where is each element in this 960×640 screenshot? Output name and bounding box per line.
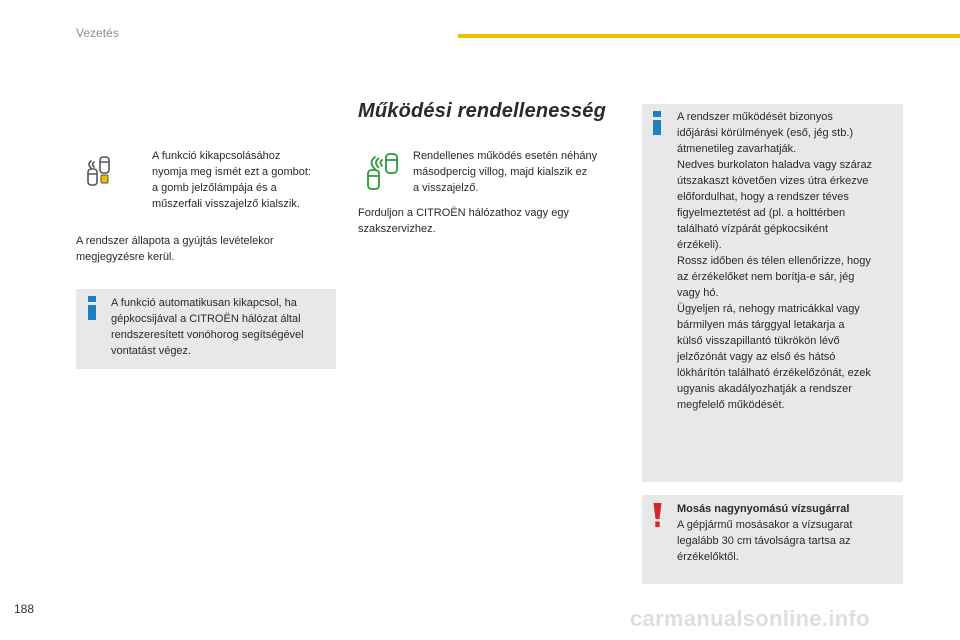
fault-description	[413, 148, 633, 196]
text-line: A funkció automatikusan kikapcsol, ha	[111, 297, 297, 309]
text-line: átmenetileg zavarhatják.	[677, 143, 797, 155]
text-line: külső visszapillantó tükrökön lévő	[677, 335, 840, 347]
text-line: lökhárítón található érzékelőzónát, ezek	[677, 367, 871, 379]
text-line: A rendszer működését bizonyos	[677, 111, 833, 123]
text-line: az érzékelőket nem borítja-e sár, jég	[677, 271, 855, 283]
text-line: szakszervizhez.	[358, 223, 436, 235]
warning-title: Mosás nagynyomású vízsugárral	[677, 503, 850, 515]
warning-lamp-icon	[362, 150, 406, 192]
warning-exclamation-icon	[653, 503, 662, 527]
text-line: előfordulhat, hogy a rendszer téves	[677, 191, 849, 203]
text-line: a gomb jelzőlámpája és a	[152, 182, 277, 194]
text-line: legalább 30 cm távolságra tartsa az	[677, 535, 851, 547]
watermark: carmanualsonline.info	[630, 606, 870, 631]
text-line: ugyanis akadályozhatják a rendszer	[677, 383, 852, 395]
text-line: megjegyzésre kerül.	[76, 251, 175, 263]
weather-info-text	[677, 109, 901, 413]
info-icon	[653, 111, 661, 135]
text-line: érzékeli).	[677, 239, 722, 251]
text-line: gépkocsijával a CITROËN hálózat által	[111, 313, 301, 325]
page-number: 188	[14, 602, 35, 616]
section-label: Vezetés	[76, 26, 119, 40]
text-line: Rossz időben és télen ellenőrizze, hogy	[677, 255, 871, 267]
text-line: Nedves burkolaton haladva vagy száraz	[677, 159, 873, 171]
info-icon	[88, 296, 96, 320]
text-line: időjárási körülmények (eső, jég stb.)	[677, 127, 854, 139]
section-title: Működési rendellenesség	[358, 100, 607, 122]
text-line: jelzőzónát vagy az első és hátsó	[677, 351, 836, 363]
text-line: nyomja meg ismét ezt a gombot:	[152, 166, 311, 178]
text-line: A gépjármű mosásakor a vízsugarat	[677, 519, 853, 531]
text-line: érzékelőktől.	[677, 551, 739, 563]
text-line: műszerfali visszajelző kialszik.	[152, 198, 300, 210]
text-line: a visszajelző.	[413, 182, 479, 194]
text-line: megfelelő működését.	[677, 399, 785, 411]
text-line: útszakaszt követően vizes útra érkezve	[677, 175, 869, 187]
text-line: vontatást végez.	[111, 345, 192, 357]
header-accent-bar	[458, 34, 960, 38]
text-line: található vízpárát gépkocsiként	[677, 223, 829, 235]
deactivation-instructions	[152, 148, 342, 212]
text-line: vagy hó.	[677, 287, 719, 299]
towing-info-text	[111, 295, 336, 359]
state-memory-note	[76, 233, 336, 265]
blind-spot-button-icon	[82, 152, 118, 188]
text-line: másodpercig villog, majd kialszik ez	[413, 166, 588, 178]
text-line: figyelmeztetést ad (pl. a holttérben	[677, 207, 846, 219]
text-line: Forduljon a CITROËN hálózathoz vagy egy	[358, 207, 569, 219]
text-line: A rendszer állapota a gyújtás levételekor	[76, 235, 274, 247]
text-line: Rendellenes működés esetén néhány	[413, 150, 598, 162]
pressure-wash-warning-text	[677, 501, 901, 565]
text-line: Ügyeljen rá, nehogy matricákkal vagy	[677, 303, 860, 315]
text-line: rendszeresített vonóhorog segítségével	[111, 329, 304, 341]
text-line: bármilyen más tárggyal letakarja a	[677, 319, 845, 331]
text-line: A funkció kikapcsolásához	[152, 150, 281, 162]
contact-network-note	[358, 205, 618, 237]
